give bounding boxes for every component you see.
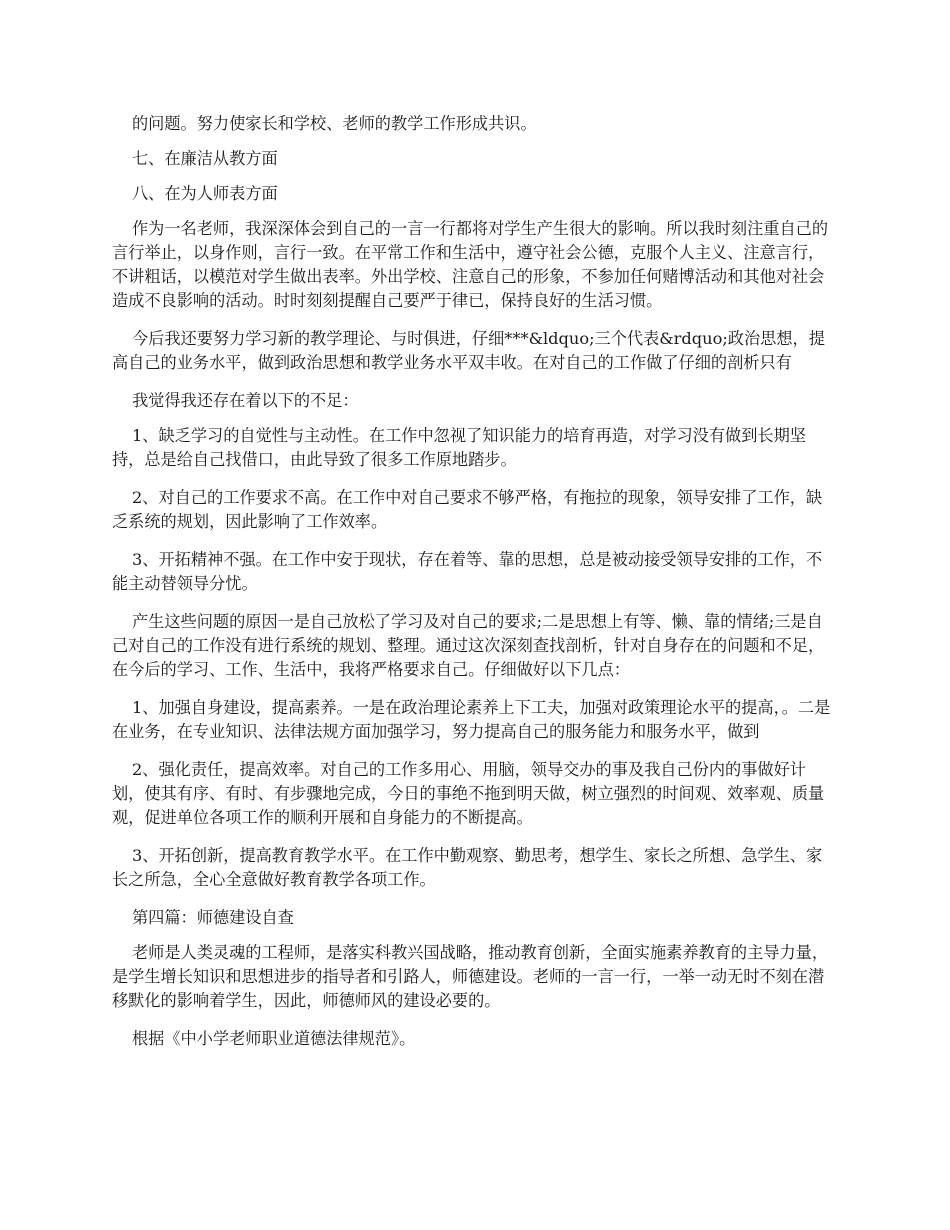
list-item-improvement-2: 2、强化责任，提高效率。对自己的工作多用心、用脑，领导交办的事及我自己份内的事做好计划，使其有序、有时、有步骤地完成，今日的事绝不拖到明天做，树立强烈的时间观、效率观、质量观，促进单位各项工作的顺利开展和自身能力的不断提高。 [112,760,825,827]
paragraph-according-to: 根据《中小学老师职业道德法律规范》。 [132,1029,416,1048]
section-heading-role-model: 八、在为人师表方面 [132,184,278,203]
paragraph-role-model: 作为一名老师，我深深体会到自己的一言一行都将对学生产生很大的影响。所以我时刻注重自己的言行举止，以身作则，言行一致。在平常工作和生活中，遵守社会公德，克服个人主义、注意言行，不讲粗话，以模范对学生做出表率。外出学校、注意自己的形象，不参加任何赌博活动和其他对社会造成不良影响的活动。时时刻刻提醒自己要严于律已，保持良好的生活习惯。 [112,219,829,310]
document-page [112,112,838,1062]
list-item-shortcoming-2: 2、对自己的工作要求不高。在工作中对自己要求不够严格，有拖拉的现象，领导安排了工作，缺乏系统的规划，因此影响了工作效率。 [112,488,823,531]
paragraph-future-study: 今后我还要努力学习新的教学理论、与时俱进，仔细***&ldquo;三个代表&rdquo;政治思想，提高自己的业务水平，做到政治思想和教学业务水平双丰收。在对自己的工作做了仔细的剖析只有 [112,329,825,372]
list-item-shortcoming-1: 1、缺乏学习的自觉性与主动性。在工作中忽视了知识能力的培育再造，对学习没有做到长期坚持，总是给自己找借口，由此导致了很多工作原地踏步。 [112,426,806,469]
section-heading-integrity: 七、在廉洁从教方面 [132,149,278,168]
paragraph-causes: 产生这些问题的原因一是自己放松了学习及对自己的要求;二是思想上有等、懒、靠的情绪;三是自己对自己的工作没有进行系统的规划、整理。通过这次深刻查找剖析，针对自身存在的问题和不足，在今后的学习、工作、生活中，我将严格要求自己。仔细做好以下几点： [112,612,825,679]
list-item-improvement-1: 1、加强自身建设，提高素养。一是在政治理论素养上下工夫，加强对政策理论水平的提高，。二是在业务，在专业知识、法律法规方面加强学习，努力提高自己的服务能力和服务水平，做到 [112,698,831,741]
section-heading-part-four: 第四篇：师德建设自查 [132,908,294,927]
paragraph-continuation: 的问题。努力使家长和学校、老师的教学工作形成共识。 [132,114,537,133]
list-item-shortcoming-3: 3、开拓精神不强。在工作中安于现状，存在着等、靠的思想，总是被动接受领导安排的工作，不能主动替领导分忧。 [112,550,823,593]
paragraph-teacher-role: 老师是人类灵魂的工程师，是落实科教兴国战略，推动教育创新，全面实施素养教育的主导力量，是学生增长知识和思想进步的指导者和引路人，师德建设。老师的一言一行，一举一动无时不刻在潜移默化的影响着学生，因此，师德师风的建设必要的。 [112,943,829,1010]
list-item-improvement-3: 3、开拓创新，提高教育教学水平。在工作中勤观察、勤思考，想学生、家长之所想、急学生、家长之所急，全心全意做好教育教学各项工作。 [112,846,823,889]
paragraph-shortcomings-intro: 我觉得我还存在着以下的不足： [132,391,359,410]
